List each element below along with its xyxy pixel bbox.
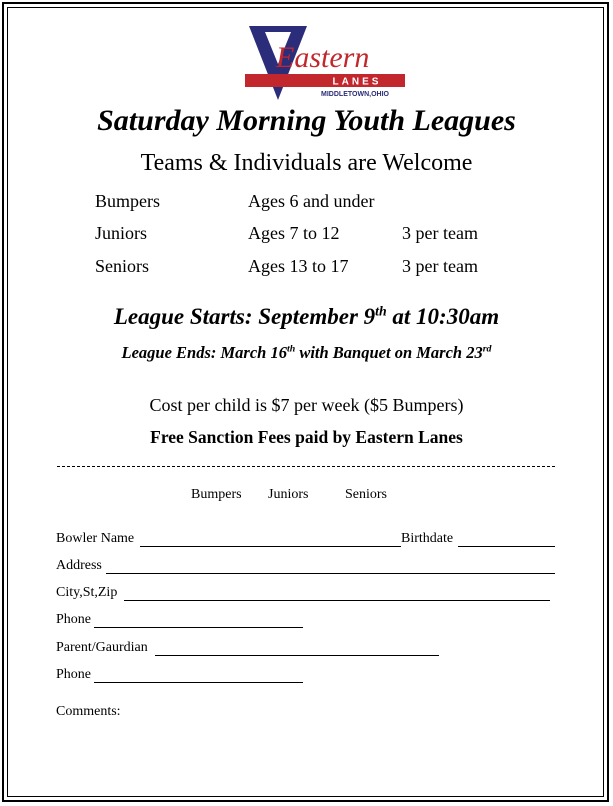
- phone2-label: Phone: [56, 667, 91, 682]
- cut-line-divider: [57, 466, 555, 467]
- league-starts: League Starts: September 9th at 10:30am: [113, 303, 500, 329]
- league-ends: League Ends: March 16th with Banquet on March 23rd: [121, 343, 492, 362]
- eastern-lanes-logo: [245, 24, 410, 104]
- logo-location-text: MIDDLETOWN,OHIO: [321, 91, 389, 98]
- birthdate-label: Birthdate: [401, 531, 454, 546]
- city-state-zip-label: City,St,Zip: [56, 585, 118, 600]
- welcome-text: Teams & Individuals are Welcome: [140, 150, 473, 176]
- phone-field[interactable]: [94, 627, 303, 628]
- category-bumpers[interactable]: Bumpers: [191, 487, 242, 502]
- cost-text: Cost per child is $7 per week ($5 Bumpers): [149, 395, 464, 415]
- bowler-name-label: Bowler Name: [56, 531, 135, 546]
- category-juniors[interactable]: Juniors: [268, 487, 309, 502]
- parent-guardian-label: Parent/Gaurdian: [56, 640, 148, 655]
- logo-graphic: [245, 24, 410, 104]
- city-state-zip-field[interactable]: [124, 600, 550, 601]
- parent-guardian-field[interactable]: [155, 655, 439, 656]
- division-team-juniors: 3 per team: [402, 223, 478, 243]
- division-team-seniors: 3 per team: [402, 256, 478, 276]
- bowler-name-field[interactable]: [140, 546, 401, 547]
- phone2-field[interactable]: [94, 682, 303, 683]
- address-label: Address: [56, 558, 102, 573]
- logo-brand-text: Eastern: [276, 41, 370, 74]
- free-sanction-text: Free Sanction Fees paid by Eastern Lanes: [150, 427, 463, 447]
- division-name-juniors: Juniors: [95, 223, 148, 243]
- phone-label: Phone: [56, 612, 91, 627]
- address-field[interactable]: [106, 573, 555, 574]
- division-name-seniors: Seniors: [95, 256, 149, 276]
- division-ages-bumpers: Ages 6 and under: [248, 191, 375, 211]
- division-ages-seniors: Ages 13 to 17: [248, 256, 349, 276]
- comments-label: Comments:: [56, 704, 121, 719]
- logo-lanes-text: LANES: [332, 76, 382, 88]
- division-ages-juniors: Ages 7 to 12: [248, 223, 340, 243]
- division-name-bumpers: Bumpers: [95, 191, 160, 211]
- category-seniors[interactable]: Seniors: [345, 487, 387, 502]
- birthdate-field[interactable]: [458, 546, 555, 547]
- page-title: Saturday Morning Youth Leagues: [97, 104, 516, 137]
